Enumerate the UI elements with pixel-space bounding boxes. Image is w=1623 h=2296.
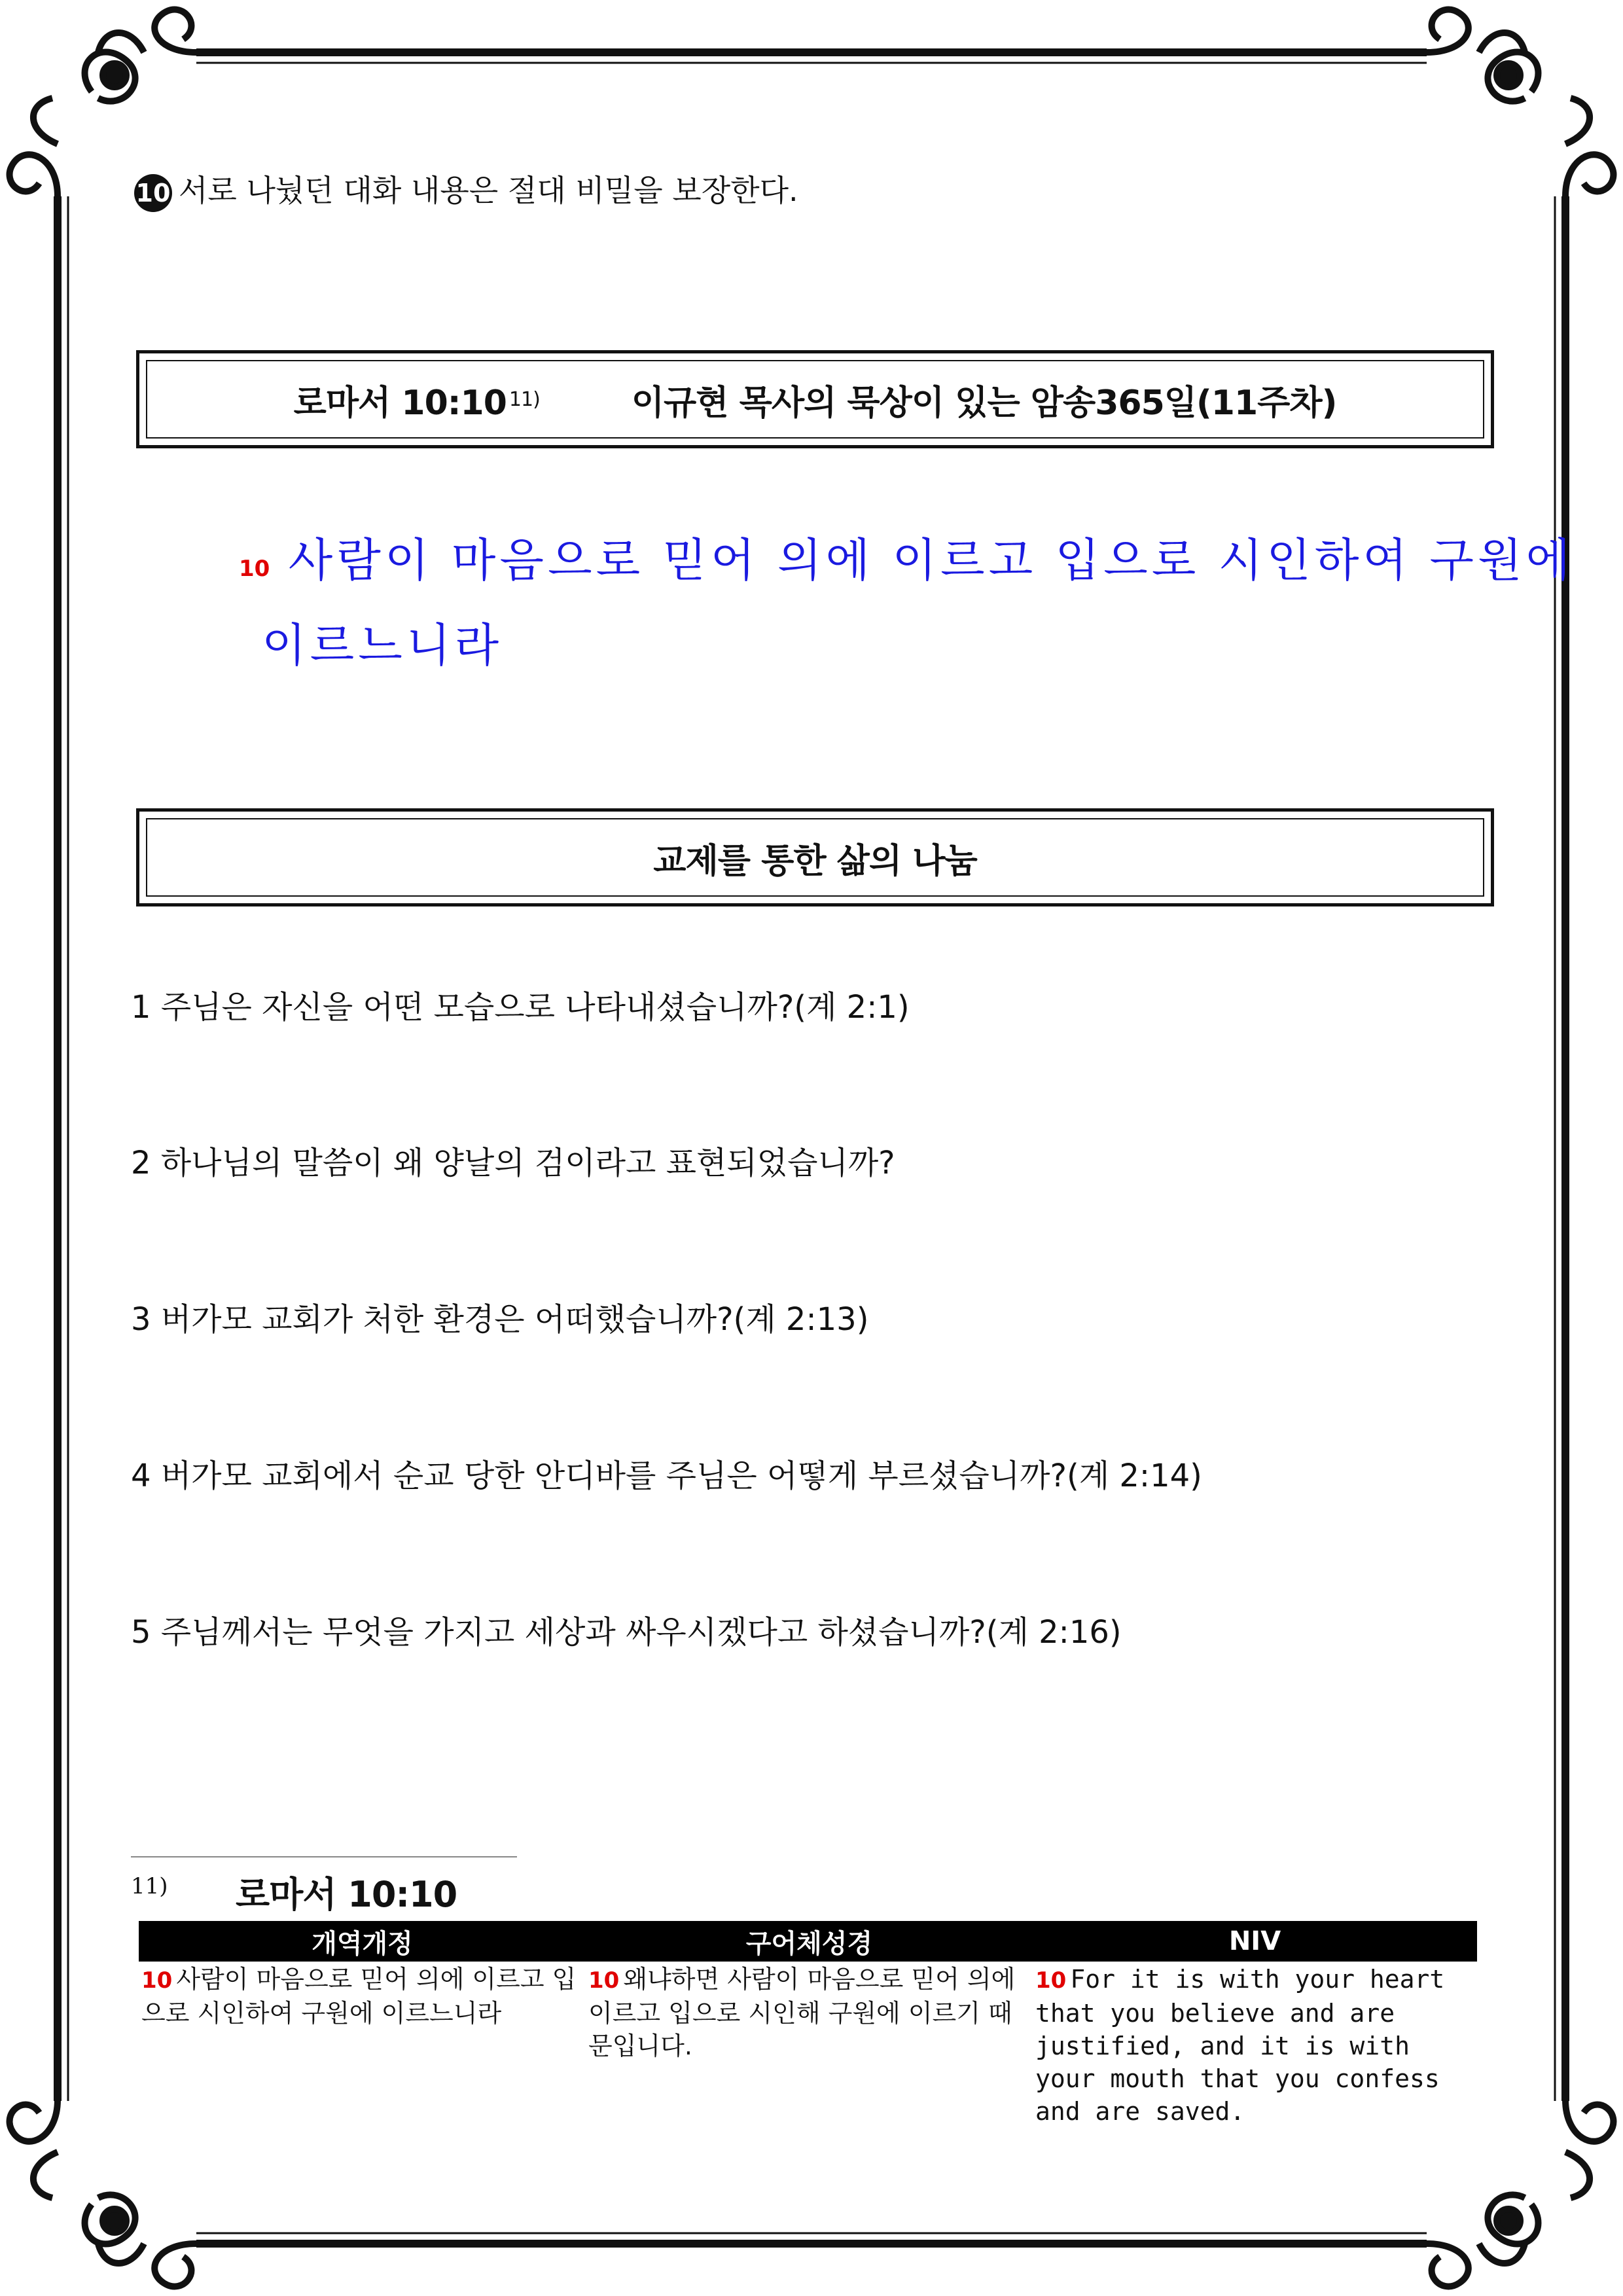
rule-text: 서로 나눴던 대화 내용은 절대 비밀을 보장한다. — [179, 173, 798, 208]
krv-verse-cell — [139, 1962, 586, 2128]
verse-number: 10 — [588, 1967, 620, 1994]
footnote-marker: 11) — [131, 1873, 168, 1899]
niv-verse-text: For it is with your heart that you believe and are justified, and it is with your mouth that you confess and are saved. — [1035, 1965, 1445, 2126]
question-4: 4 버가모 교회에서 순교 당한 안디바를 주님은 어떻게 부르셨습니까?(계 2:14) — [131, 1458, 1202, 1494]
verse-number: 10 — [141, 1967, 173, 1994]
memory-verse-text-1: 사람이 마음으로 믿어 의에 이르고 입으로 시인하여 구원에 — [288, 533, 1575, 587]
memory-verse-line-1 — [239, 524, 1574, 590]
niv-verse-cell — [1033, 1962, 1477, 2128]
footnote-title: 로마서 10:10 — [236, 1874, 457, 1915]
memory-verse-line-2: 이르느니라 — [262, 619, 503, 672]
column-header-colloquial: 구어체성경 — [586, 1921, 1033, 1962]
verse-number: 10 — [1035, 1967, 1067, 1994]
rule-number-badge: 10 — [134, 174, 172, 212]
colloquial-verse-cell — [586, 1962, 1033, 2128]
question-1: 1 주님은 자신을 어떤 모습으로 나타내셨습니까?(계 2:1) — [131, 989, 910, 1026]
column-header-niv: NIV — [1033, 1921, 1477, 1962]
confidentiality-rule — [134, 167, 798, 212]
question-5: 5 주님께서는 무엇을 가지고 세상과 싸우시겠다고 하셨습니까?(계 2:16) — [131, 1614, 1122, 1651]
fellowship-title: 교제를 통한 삶의 나눔 — [653, 841, 977, 881]
memory-verse-title-box — [136, 350, 1494, 448]
question-2: 2 하나님의 말씀이 왜 양날의 검이라고 표현되었습니까? — [131, 1145, 895, 1181]
memory-verse-number: 10 — [239, 556, 270, 582]
memory-verse-source: 이규현 목사의 묵상이 있는 암송365일(11주차) — [631, 383, 1337, 423]
colloquial-verse-text: 왜냐하면 사람이 마음으로 믿어 의에 이르고 입으로 시인해 구원에 이르기 때문입니다. — [588, 1965, 1016, 2060]
memory-verse-reference: 로마서 10:10 — [293, 383, 507, 423]
fellowship-title-box — [136, 808, 1494, 906]
krv-verse-text: 사람이 마음으로 믿어 의에 이르고 입으로 시인하여 구원에 이르느니라 — [141, 1965, 577, 2028]
footnote-ref-mark[interactable]: 11) — [508, 387, 540, 411]
translation-comparison-table — [139, 1921, 1477, 2128]
question-3: 3 버가모 교회가 처한 환경은 어떠했습니까?(계 2:13) — [131, 1301, 869, 1338]
footnote-divider — [131, 1856, 517, 1857]
column-header-krv: 개역개정 — [139, 1921, 586, 1962]
